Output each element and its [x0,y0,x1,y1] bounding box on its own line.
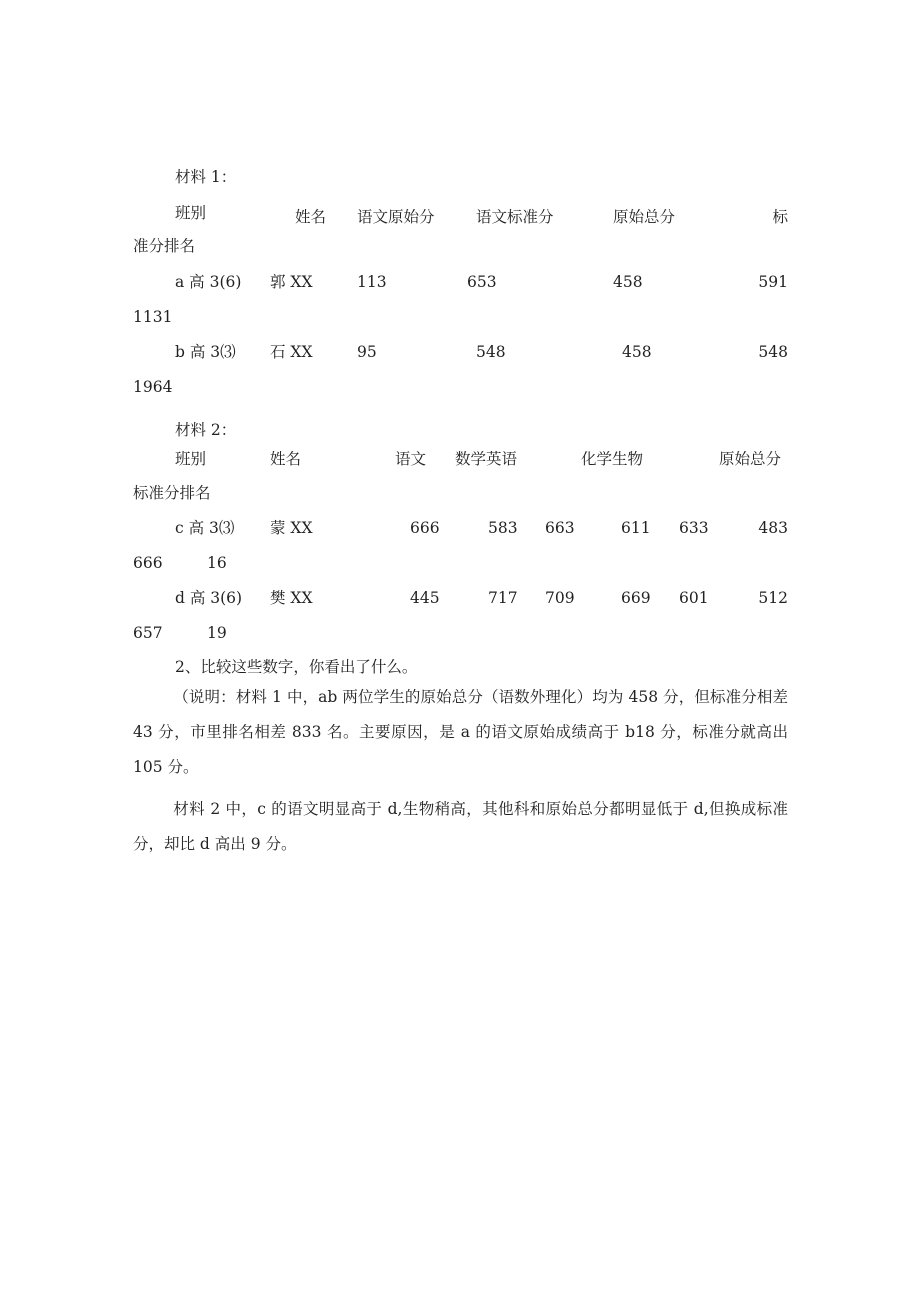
m2-row-d-v6: 512 [758,589,788,607]
material2-title: 材料 2： [175,421,237,439]
m2-header-math-english: 数学英语 [455,450,518,468]
m2-row-c-v4: 611 [621,519,651,537]
m1-row-b-std-total: 548 [758,343,788,361]
m2-header-raw-total: 原始总分 [719,450,782,468]
m2-row-c-v1: 666 [410,519,440,537]
m2-header-std-rank: 标准分排名 [133,484,211,502]
m2-header-class: 班别 [175,450,207,468]
m1-row-b-rank: 1964 [133,378,173,396]
m1-header-std-rank-part1: 标 [772,208,788,226]
m1-row-a-std-total: 591 [758,273,788,291]
m2-row-d-v8: 19 [207,624,227,642]
m2-row-c-v2: 583 [488,519,518,537]
m2-row-d-name: 樊 XX [270,589,313,607]
m2-row-d-v2: 717 [488,589,518,607]
m1-row-b-raw-total: 458 [622,343,652,361]
material1-title: 材料 1： [175,168,237,186]
m2-row-c-v5: 633 [679,519,709,537]
m2-header-chinese: 语文 [395,450,427,468]
m2-row-c-v8: 16 [207,554,227,572]
m2-row-c-v3: 663 [545,519,575,537]
m1-row-a-name: 郭 XX [270,273,313,291]
m1-row-a-class: a 高 3(6) [175,273,242,291]
m1-row-b-name: 石 XX [270,343,313,361]
m1-header-chinese-raw: 语文原始分 [357,208,435,226]
m2-row-d-v7: 657 [133,624,163,642]
m1-row-b-chinese-raw: 95 [357,343,377,361]
m1-header-std-rank-part2: 准分排名 [133,237,196,255]
m1-row-b-class: b 高 3⑶ [175,343,236,361]
question-text: 2、比较这些数字，你看出了什么。 [175,658,418,676]
m2-row-c-v7: 666 [133,554,163,572]
m1-row-a-chinese-raw: 113 [357,273,387,291]
m2-header-name: 姓名 [270,450,302,468]
m1-header-class: 班别 [175,204,207,222]
m2-row-c-v6: 483 [758,519,788,537]
m2-row-d-class: d 高 3(6) [175,589,243,607]
explanation-paragraph-2: 材料 2 中，c 的语文明显高于 d,生物稍高，其他科和原始总分都明显低于 d,但换成标准分，却比 d 高出 9 分。 [133,800,788,853]
m2-row-d-v5: 601 [679,589,709,607]
m1-row-a-chinese-std: 653 [467,273,497,291]
m2-header-chem-bio: 化学生物 [581,450,644,468]
m2-row-c-name: 蒙 XX [270,519,313,537]
m1-header-name: 姓名 [295,208,327,226]
m2-row-c-class: c 高 3⑶ [175,519,235,537]
explanation-paragraph-1: （说明：材料 1 中，ab 两位学生的原始总分（语数外理化）均为 458 分，但标准分相差 43 分，市里排名相差 833 名。主要原因，是 a 的语文原始成绩高于 b18 分，标准分就高出 105 分。 [133,688,788,776]
m1-header-chinese-std: 语文标准分 [476,208,554,226]
m2-row-d-v4: 669 [621,589,651,607]
m2-row-d-v3: 709 [545,589,575,607]
m1-header-raw-total: 原始总分 [613,208,676,226]
m1-row-b-chinese-std: 548 [476,343,506,361]
m1-row-a-rank: 1131 [133,308,173,326]
m1-row-a-raw-total: 458 [613,273,643,291]
m2-row-d-v1: 445 [410,589,440,607]
